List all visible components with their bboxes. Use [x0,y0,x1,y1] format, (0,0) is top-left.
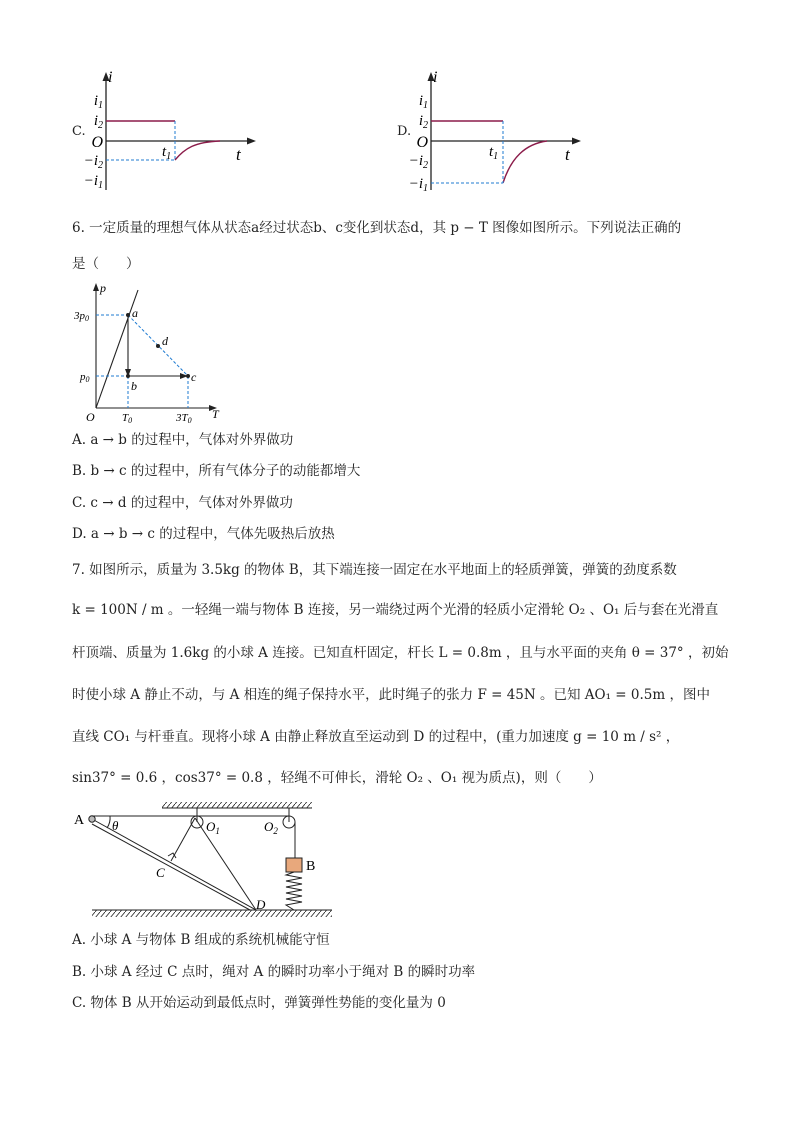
q7-option-a[interactable]: A. 小球 A 与物体 B 组成的系统机械能守恒 [72,932,330,948]
svg-text:t1: $t_1$ [489,144,499,162]
q6-stem-line1: 6. 一定质量的理想气体从状态a经过状态b、c变化到状态d，其 p − T 图像如图所示。下列说法正确的 [72,220,682,236]
q6-pt-graph [72,280,232,425]
svg-text:d: d [162,334,168,348]
q6-option-a[interactable]: A. a → b 的过程中，气体对外界做功 [72,432,294,448]
q7-line3: 杆顶端、质量为 1.6kg 的小球 A 连接。已知直杆固定，杆长 L = 0.8m ，且与水平面的夹角 θ = 37° ，初始 [72,645,729,661]
svg-text:O2: $O_2$ [264,819,278,836]
svg-text:D: D [256,897,266,912]
svg-text:t: t [236,145,241,164]
svg-text:−i1: $-i_1$ [408,176,428,194]
svg-text:−i2: $-i_2$ [408,153,428,171]
svg-text:i2: $i_2$ [93,113,103,131]
svg-text:t: t [565,145,570,164]
svg-text:t1: $t_1$ [162,144,172,162]
svg-text:A: A [74,813,85,828]
q6-option-c[interactable]: C. c → d 的过程中，气体对外界做功 [72,495,293,511]
svg-text:−i1: $-i_1$ [83,173,103,191]
q7-option-b[interactable]: B. 小球 A 经过 C 点时，绳对 A 的瞬时功率小于绳对 B 的瞬时功率 [72,964,476,980]
svg-text:i1: $i_1$ [418,93,428,111]
svg-text:T: T [212,407,219,421]
q7-line4: 时使小球 A 静止不动，与 A 相连的绳子保持水平，此时绳子的张力 F = 45N 。已知 AO₁ = 0.5m ，图中 [72,687,710,703]
svg-text:i1: $i_1$ [93,93,103,111]
graph-c-y-axis: i [108,69,113,86]
q7-line6: sin37° = 0.6 ，cos37° = 0.8 ，轻绳不可伸长，滑轮 O₂ 、O₁ 视为质点)，则（ ） [72,770,602,786]
q7-line2: k = 100N / m 。一轻绳一端与物体 B 连接，另一端绕过两个光滑的轻质小定滑轮 O₂ 、O₁ 后与套在光滑直 [72,602,719,618]
svg-text:B: B [306,859,316,874]
option-d-label: D. [397,124,412,139]
q7-mechanism-figure [70,798,340,926]
q7-option-c[interactable]: C. 物体 B 从开始运动到最低点时，弹簧弹性势能的变化量为 0 [72,995,446,1011]
q7-line1: 7. 如图所示，质量为 3.5kg 的物体 B，其下端连接一固定在水平地面上的轻质弹簧，弹簧的劲度系数 [72,562,677,578]
q6-stem-line2: 是（ ） [72,256,140,272]
svg-text:b: b [131,379,137,393]
svg-text:c: c [191,370,197,384]
svg-text:O: O [416,134,428,151]
q6-option-b[interactable]: B. b → c 的过程中，所有气体分子的动能都增大 [72,463,361,479]
svg-text:i: i [433,69,438,86]
svg-text:T0: T0 [122,412,133,425]
svg-text:θ: θ [112,818,119,833]
svg-text:p: p [100,281,106,295]
svg-text:3T0: 3T0 [176,412,192,425]
svg-text:O: O [86,410,95,424]
graph-d [408,68,600,198]
svg-text:C: C [156,865,165,880]
svg-text:O: O [91,134,103,151]
svg-text:−i2: $-i_2$ [83,153,103,171]
svg-text:p0: p0 [80,371,90,384]
q6-option-d[interactable]: D. a → b → c 的过程中，气体先吸热后放热 [72,526,335,542]
graph-c [83,68,275,198]
q7-line5: 直线 CO₁ 与杆垂直。现将小球 A 由静止释放直至运动到 D 的过程中，(重力加速度 g = 10 m / s² ， [72,729,680,745]
svg-text:a: a [132,306,138,320]
svg-text:O1: $O_1$ [206,819,220,836]
option-c-label: C. [72,124,86,139]
svg-text:3p0: 3p0 [74,310,89,323]
svg-text:i2: $i_2$ [418,113,428,131]
